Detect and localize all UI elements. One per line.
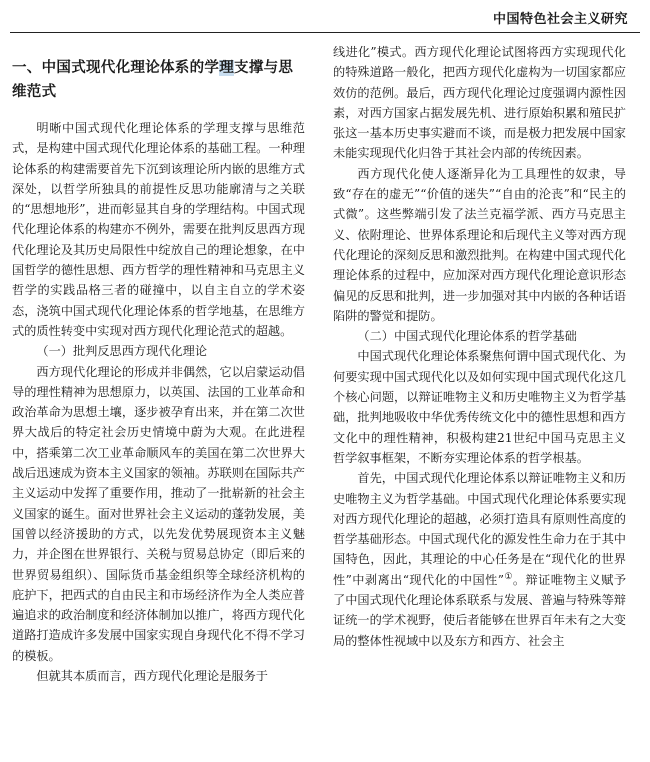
- subsection-title: （一）批判反思西方现代化理论: [36, 344, 208, 359]
- selected-text[interactable]: 理: [219, 60, 235, 76]
- right-column: [333, 42, 626, 651]
- left-column: [12, 40, 305, 686]
- header-rule: [10, 32, 640, 33]
- section-title: 一、中国式现代化理论体系的学理支撑与思维范式: [12, 60, 294, 100]
- paragraph: 首先，中国式现代化理论体系以辩证唯物主义和历史唯物主义为哲学基础。中国式现代化理论体系要实现对西方现代化理论的超越，必须打造具有原则性高度的哲学基础形态。中国式现代化的源发性生命力在于其中国特色，因此，其理论的中心任务是在“现代化的世界性”中剥离出“现代化的中国性”①。辩证唯物主义赋予了中国式现代化理论体系联系与发展、普遍与特殊等辩证统一的学术视野，使后者能够在世界百年未有之大变局的整体性视域中以及东方和西方、社会主: [333, 471, 627, 648]
- paragraph: 西方现代化使人逐渐异化为工具理性的奴隶，导致“存在的虚无”“价值的迷失”“自由的沦丧”和“民主的式微”。这些弊端引发了法兰克福学派、西方马克思主义、依附理论、世界体系理论和后现代主义等对西方现代化理论的深刻反思和激烈批判。在构建中国式现代化理论体系的过程中，应加深对西方现代化理论意识形态偏见的反思和批判，进一步加强对其中内嵌的各种话语陷阱的警觉和提防。: [333, 166, 626, 323]
- paragraph: 明晰中国式现代化理论体系的学理支撑与思维范式，是构建中国式现代化理论体系的基础工程。一种理论体系的构建需要首先下沉到该理论所内嵌的思维方式深处，以哲学所独具的前提性反思功能廓清与之关联的“思想地形”，进而彰显其自身的学理结构。中国式现代化理论体系的构建亦不例外，需要在批判反思西方现代化理论及其历史局限性中绽放自己的理论想象，在中国哲学的德性思想、西方哲学的理性精神和马克思主义哲学的实践品格三者的碰撞中，以自主自立的学术姿态，浇筑中国式现代化理论体系的哲学地基，在思维方式的质性转变中实现对西方现代化理论范式的超越。: [12, 121, 305, 338]
- paragraph: 线进化”模式。西方现代化理论试图将西方实现现代化的特殊道路一般化，把西方现代化虚构为一切国家都应效仿的范例。最后，西方现代化理论过度强调内源性因素，对西方国家占据发展先机、进行原始积累和殖民扩张这一基本历史事实避而不谈，而是极力把发展中国家未能实现现代化归咎于其社会内部的传统因素。: [333, 45, 626, 161]
- subsection-title: （二）中国式现代化理论体系的哲学基础: [357, 329, 577, 344]
- paragraph: 但就其本质而言，西方现代化理论是服务于: [36, 669, 268, 684]
- paragraph: 西方现代化理论的形成并非偶然，它以启蒙运动倡导的理性精神为思想原力，以英国、法国的工业革命和政治革命为思想土壤，逐步被孕育出来，并在第二次世界大战后的特定社会历史情境中蔚为大观。在此进程中，搭乘第二次工业革命顺风车的美国在第二次世界大战后迅速成为资本主义国家的领袖。苏联则在国际共产主义运动中发挥了重要作用，推动了一批崭新的社会主义国家的诞生。面对世界社会主义运动的蓬勃发展，美国曾以经济援助的方式，以先发优势展现资本主义魅力，并企图在世界银行、关税与贸易总协定（即后来的世界贸易组织）、国际货币基金组织等全球经济机构的庇护下，把西式的自由民主和市场经济作为全人类应普遍追求的政治制度和经济体制加以推广，将西方现代化道路打造成许多发展中国家实现自身现代化不得不学习的模板。: [12, 364, 305, 663]
- running-head: 中国特色社会主义研究: [492, 12, 628, 27]
- footnote-mark[interactable]: ①: [503, 571, 513, 582]
- paragraph: 中国式现代化理论体系聚焦何谓中国式现代化、为何要实现中国式现代化以及如何实现中国式现代化这几个核心问题，以辩证唯物主义和历史唯物主义为哲学基础，批判地吸收中华优秀传统文化中的德性思想和西方文化中的理性精神，积极构建21世纪中国马克思主义哲学叙事框架，不断夯实理论体系的哲学根基。: [333, 349, 626, 465]
